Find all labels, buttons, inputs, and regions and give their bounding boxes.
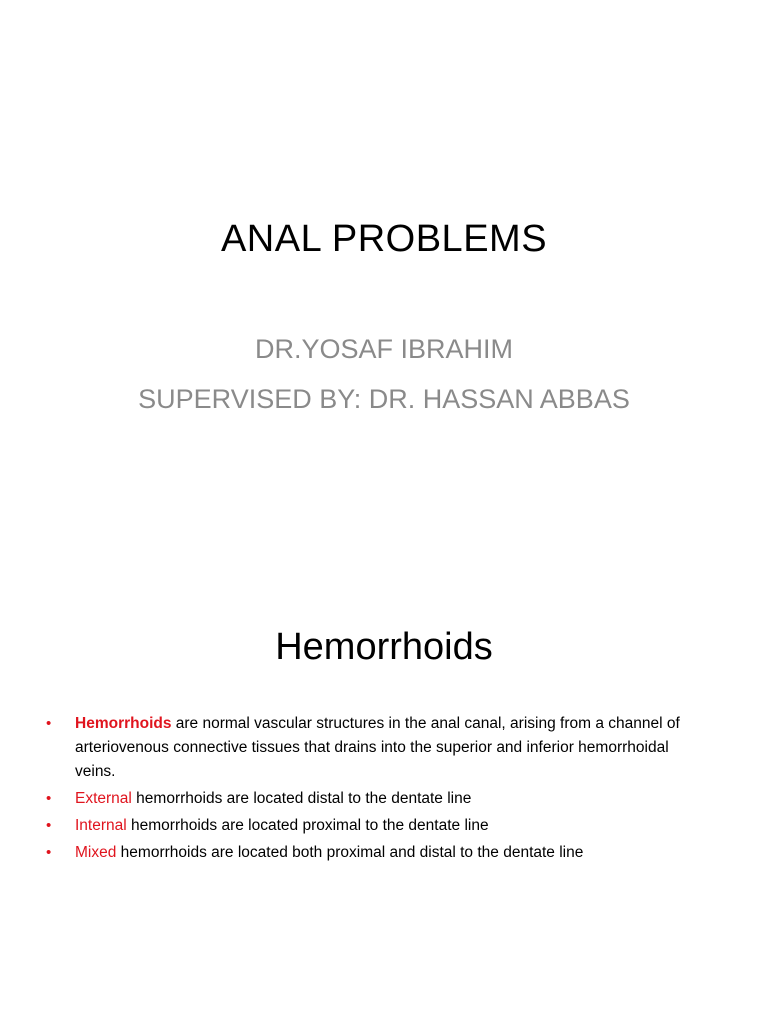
bullet-text: hemorrhoids are located distal to the dentate line [131,790,472,807]
bullet-item-external [40,787,700,811]
bullet-marker-icon: • [46,817,52,834]
bullet-text: are normal vascular structures in the anal canal, arising from a channel of arteriovenous connective tissues that drains into the superior and inferior hemorrhoidal veins. [75,715,680,780]
bullet-list [40,712,700,868]
bullet-text: hemorrhoids are located proximal to the dentate line [126,817,489,834]
slide-title: Hemorrhoids [275,626,493,668]
bullet-keyword: Internal [75,817,127,834]
bullet-item-definition [40,712,700,784]
bullet-keyword: Hemorrhoids [75,715,172,732]
supervisor-name: SUPERVISED BY: DR. HASSAN ABBAS [138,384,630,414]
bullet-keyword: Mixed [75,844,117,861]
bullet-marker-icon: • [46,715,52,732]
bullet-marker-icon: • [46,844,52,861]
bullet-item-mixed [40,841,700,865]
bullet-text: hemorrhoids are located both proximal and distal to the dentate line [116,844,584,861]
presentation-title: ANAL PROBLEMS [220,218,548,260]
bullet-item-internal [40,814,700,838]
hemorrhoids-slide [0,512,768,1024]
bullet-marker-icon: • [46,790,52,807]
author-name: DR.YOSAF IBRAHIM [254,334,514,364]
bullet-keyword: External [75,790,132,807]
